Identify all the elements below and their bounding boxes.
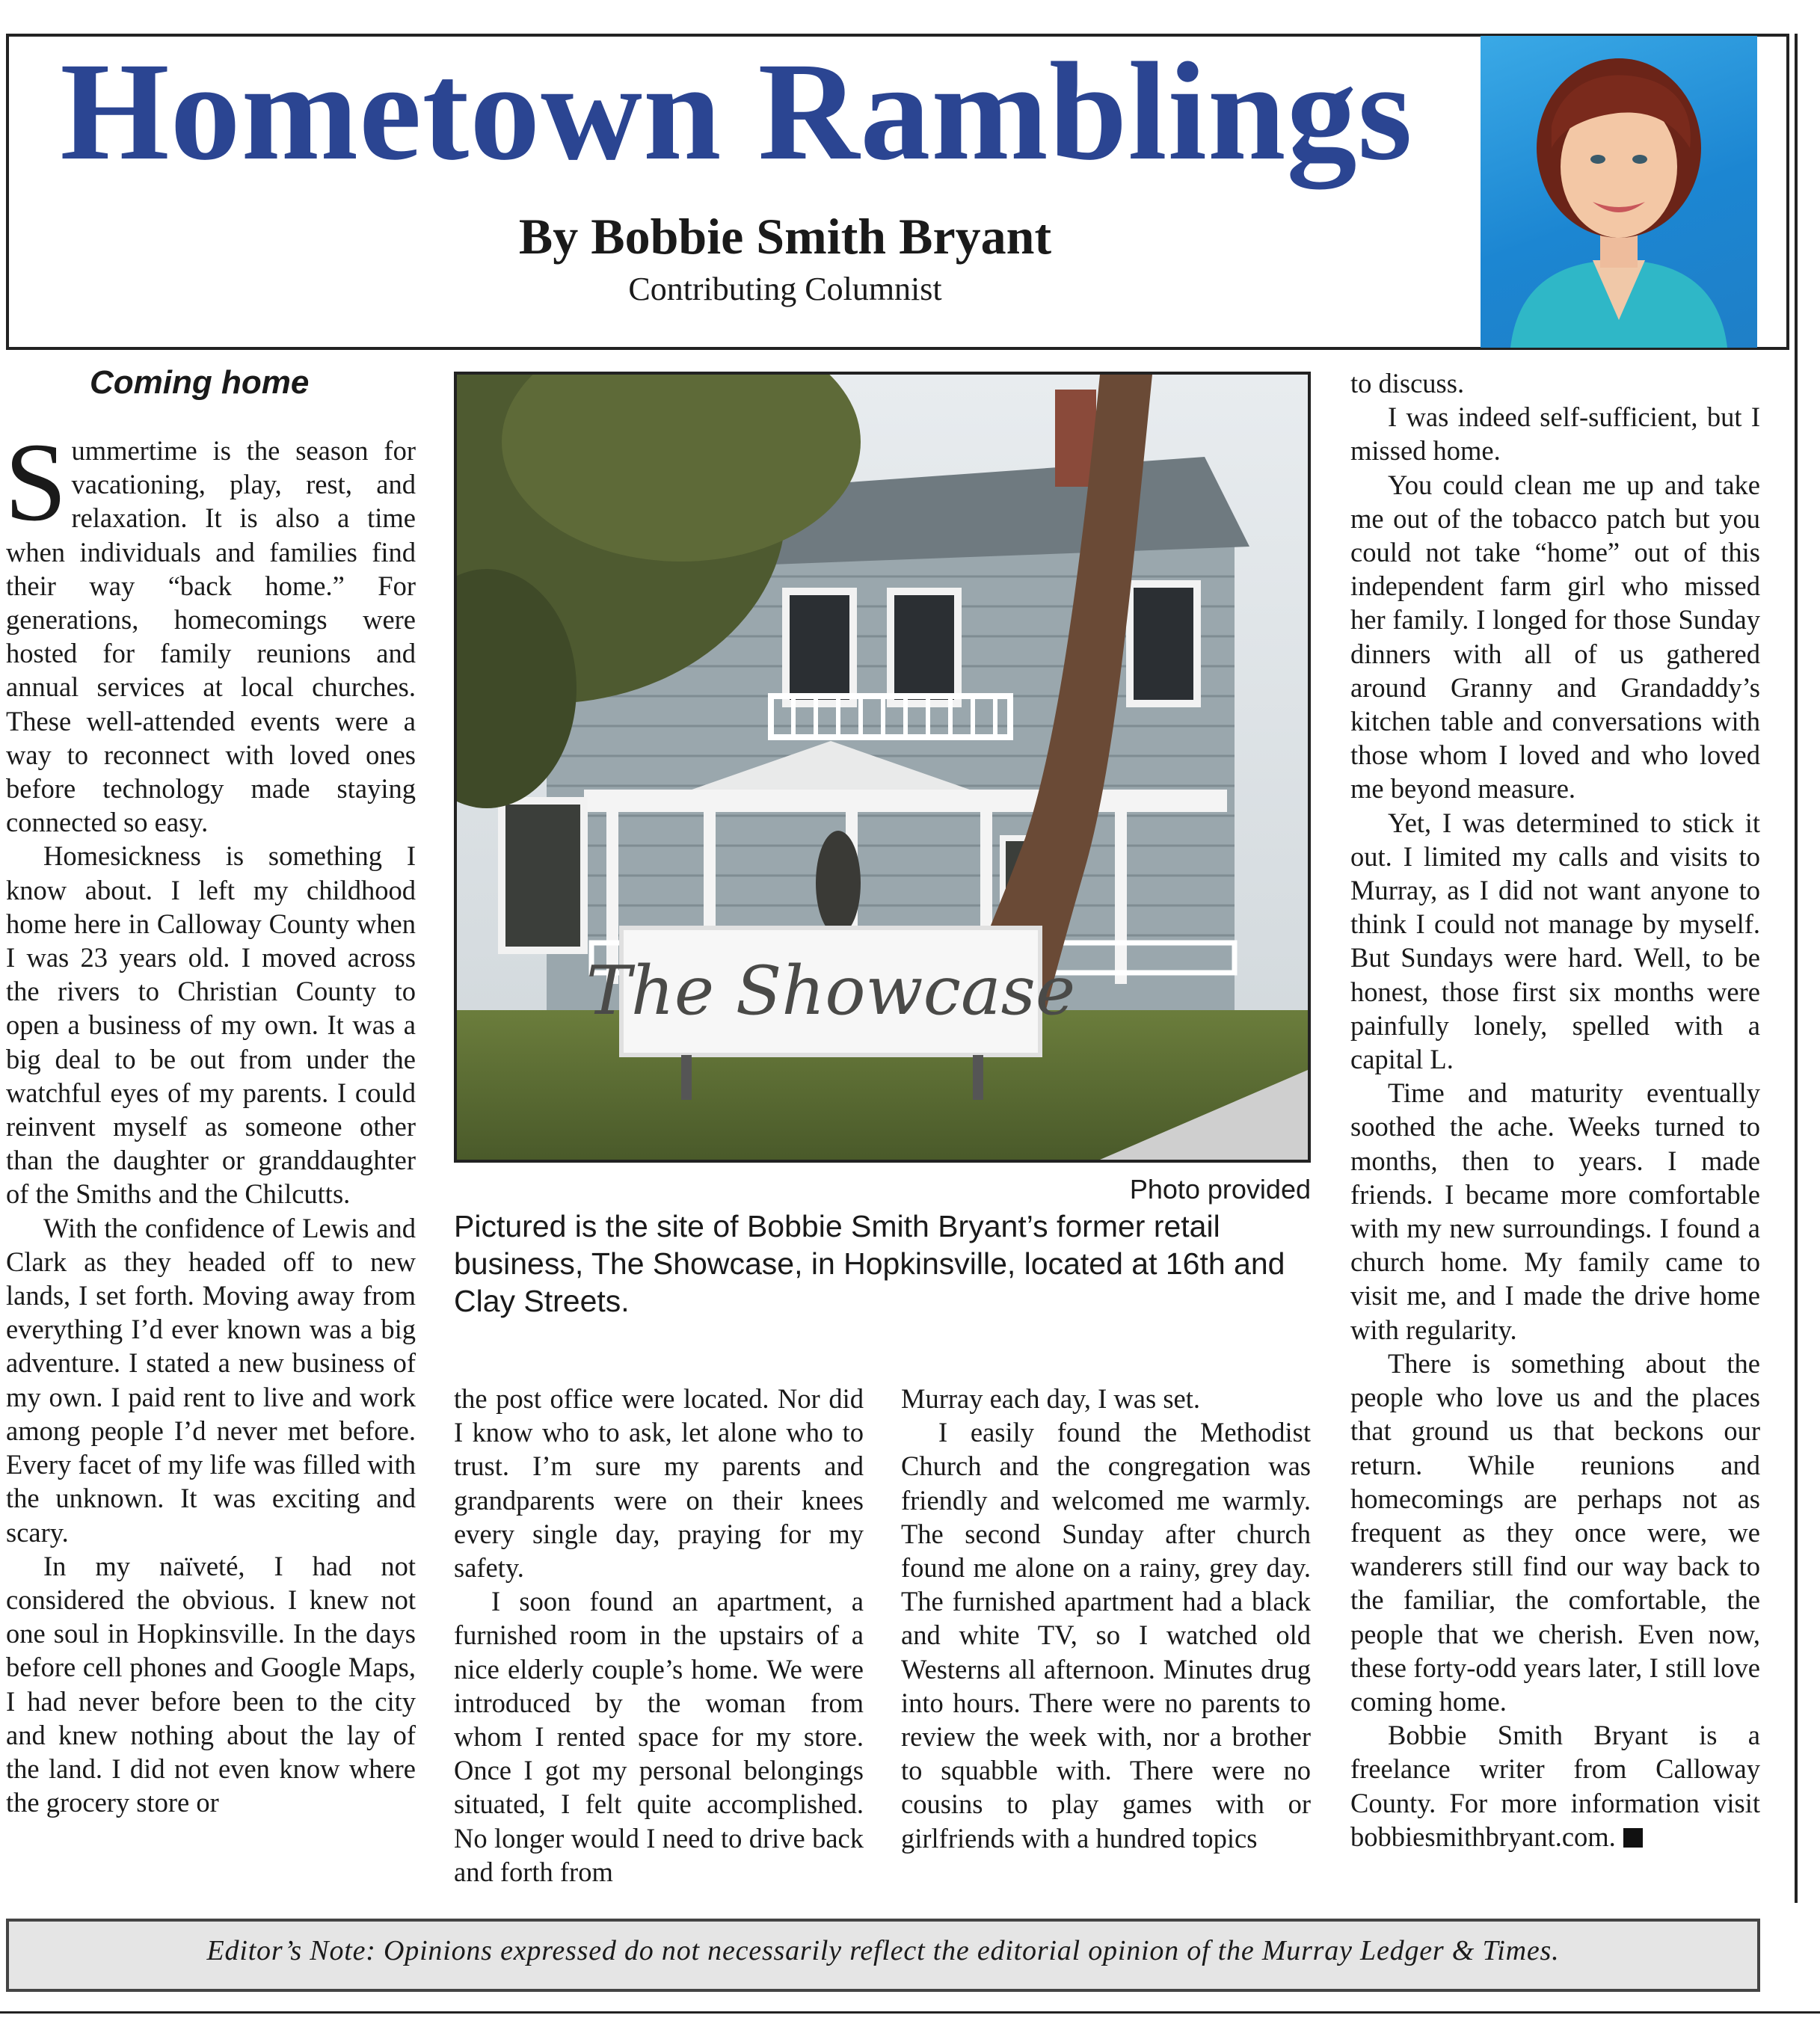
article-photo xyxy=(454,372,1311,1163)
paragraph: You could clean me up and take me out of the tobacco patch but you could not take “home” out of this independent farm girl who missed her family. I longed for those Sunday dinners with all of us gathered around Granny and Grandaddy’s kitchen table and conversations with those whom I loved and who loved me beyond measure. xyxy=(1350,469,1760,805)
byline: By Bobbie Smith Bryant xyxy=(518,208,1052,265)
author-bio: Bobbie Smith Bryant is a freelance writer from Calloway County. For more information visit bobbiesmithbryant.com. xyxy=(1350,1720,1760,1852)
page-rule xyxy=(0,2011,1820,2014)
paragraph: I easily found the Methodist Church and the congregation was friendly and welcomed me warmly. The second Sunday after church found me alone on a rainy, grey day. The furnished apartment had a black and white TV, so I watched old Westerns all afternoon. Minutes drug into hours. There were no parents to review the week with, nor a brother to squabble with. There were no cousins to play games with or girlfriends with a hundred topics xyxy=(901,1417,1311,1854)
author-portrait xyxy=(1481,36,1757,348)
article-column-2 xyxy=(454,1382,864,1889)
house-illustration xyxy=(457,375,1308,1160)
author-role: Contributing Columnist xyxy=(628,271,942,307)
article-column-1 xyxy=(4,420,416,1819)
paragraph: I soon found an apartment, a furnished room in the upstairs of a nice elderly couple’s home. We were introduced by the woman from whom I rented space for my store. Once I got my personal belongings situated, I felt quite accomplished. No longer would I need to drive back and forth from xyxy=(454,1586,864,1887)
photo-caption: Pictured is the site of Bobbie Smith Bryant’s former retail business, The Showcase, in Hopkinsville, located at 16th and Clay Streets. xyxy=(454,1209,1285,1318)
paragraph: With the confidence of Lewis and Clark as they headed off to new lands, I set forth. Moving away from everything I’d ever known was a big adventure. I stated a new business of my own. I paid rent to live and work among people I’d never met before. Every facet of my life was filled with the unknown. It was exciting and scary. xyxy=(6,1212,416,1548)
article-column-3 xyxy=(901,1382,1311,1855)
column-rule xyxy=(1795,34,1798,1903)
editor-note: Editor’s Note: Opinions expressed do not necessarily reflect the editorial opinion of the Murray Ledger & Times. xyxy=(206,1935,1560,1966)
paragraph: to discuss. xyxy=(1350,368,1465,399)
paragraph: Murray each day, I was set. xyxy=(901,1383,1200,1414)
paragraph: In my naïveté, I had not considered the obvious. I knew not one soul in Hopkinsville. In the days before cell phones and Google Maps, I had never before been to the city and knew nothing about the lay of the land. I did not even know where the grocery store or xyxy=(6,1550,416,1818)
paragraph: I was indeed self-sufficient, but I missed home. xyxy=(1350,402,1760,467)
end-mark-icon xyxy=(1623,1828,1643,1848)
paragraph: Summertime is the season for vacationing, play, rest, and relaxation. It is also a time when individuals and families find their way “back home.” For generations, homecomings were hosted for family reunions and annual services at local churches. These well-attended events were a way to reconnect with loved ones before technology made staying connected so easy. xyxy=(4,420,416,838)
portrait-illustration xyxy=(1481,36,1757,348)
drop-cap: S xyxy=(4,420,67,544)
paragraph: the post office were located. Nor did I know who to ask, let alone who to trust. I’m sure my parents and grandparents were on their knees every single day, praying for my safety. xyxy=(454,1383,864,1584)
photo-credit: Photo provided xyxy=(1129,1174,1311,1205)
column-title: Hometown Ramblings xyxy=(60,33,1413,189)
paragraph: Time and maturity eventually soothed the ache. Weeks turned to months, then to years. I made friends. I became more comfortable with my new surroundings. I found a church home. My family came to visit me, and I made the drive home with regularity. xyxy=(1350,1077,1760,1345)
paragraph: Yet, I was determined to stick it out. I limited my calls and visits to Murray, as I did not want anyone to think I could not manage by myself. But Sundays were hard. Well, to be honest, those first six months were painfully lonely, spelled with a capital L. xyxy=(1350,807,1760,1075)
sign-text: The Showcase xyxy=(585,952,1076,1030)
paragraph: There is something about the people who love us and the places that ground us that beckons our return. While reunions and homecomings are perhaps not as frequent as they once were, we wanderers still find our way back to the familiar, the comfortable, the people that we cherish. Even now, these forty-odd years later, I still love coming home. xyxy=(1350,1347,1760,1717)
section-title: Coming home xyxy=(90,364,310,401)
article-column-4 xyxy=(1350,366,1760,1854)
paragraph: Homesickness is something I know about. I left my childhood home here in Calloway County when I was 23 years old. I moved across the rivers to Christian County to open a business of my own. It was a big deal to be out from under the watchful eyes of my parents. I could reinvent myself as someone other than the daughter or granddaughter of the Smiths and the Chilcutts. xyxy=(6,840,416,1210)
